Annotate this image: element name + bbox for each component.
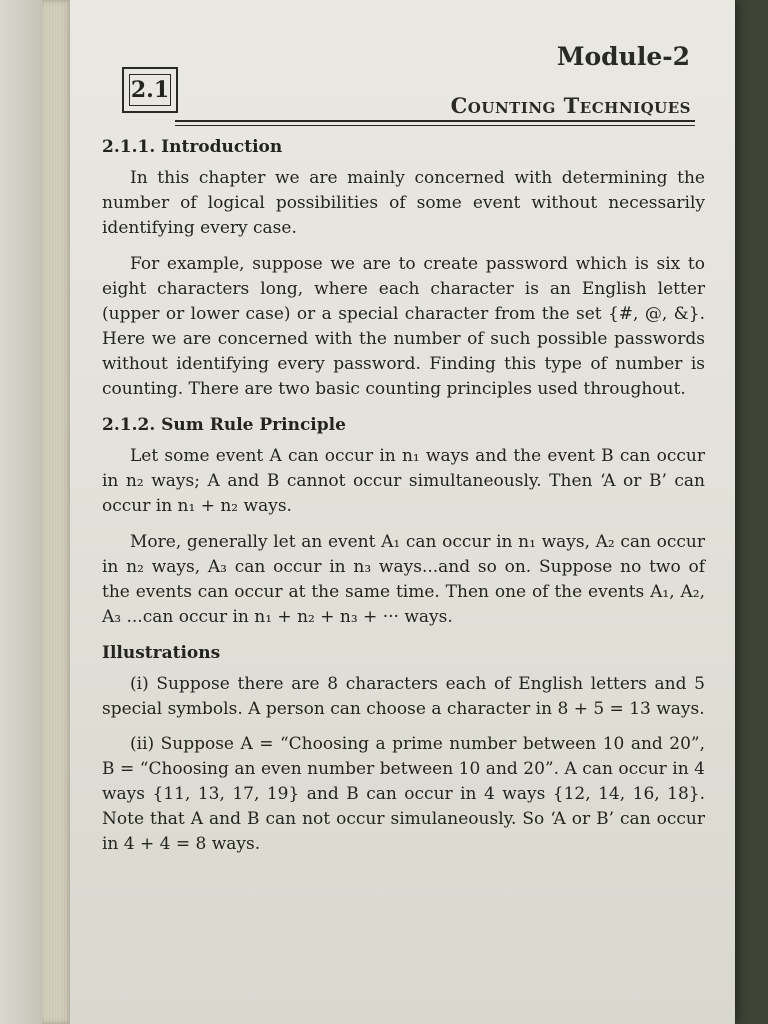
intro-heading: 2.1.1. Introduction: [102, 137, 283, 157]
sum-rule-paragraph-1: Let some event A can occur in n₁ ways and the event B can occur in n₂ ways; A and B cannot occur simultaneously. Then ‘A or B’ can occur in n₁ + n₂ ways.: [102, 446, 705, 516]
intro-paragraph-1: In this chapter we are mainly concerned with determining the number of logical possibilities of some event without necessarily identifying every case.: [102, 168, 705, 238]
section-number: 2.1: [129, 74, 171, 106]
illustration-1: (i) Suppose there are 8 characters each of English letters and 5 special symbols. A person can choose a character in 8 + 5 = 13 ways.: [102, 674, 705, 719]
book-page: [70, 0, 735, 1024]
section-number-box: [122, 67, 178, 113]
sum-rule-paragraph-2: More, generally let an event A₁ can occur in n₁ ways, A₂ can occur in n₂ ways, A₃ can occur in n₃ ways...and so on. Suppose no two of the events can occur at the same time. Then one of the events A₁, A₂, A₃ ...can occur in n₁ + n₂ + n₃ + ··· ways.: [102, 532, 705, 627]
title-rule: [175, 120, 695, 122]
title-rule-thin: [175, 125, 695, 126]
page-content: [102, 135, 705, 867]
illustrations-heading: Illustrations: [102, 643, 221, 663]
chapter-title: Counting Techniques: [450, 93, 691, 118]
module-label: Module-2: [556, 42, 690, 71]
sum-rule-heading: 2.1.2. Sum Rule Principle: [102, 415, 346, 435]
illustration-2: (ii) Suppose A = “Choosing a prime number between 10 and 20”, B = “Choosing an even number between 10 and 20”. A can occur in 4 ways {11, 13, 17, 19} and B can occur in 4 ways {12, 14, 16, 18}. Note that A and B can not occur simulaneously. So ‘A or B’ can occur in 4 + 4 = 8 ways.: [102, 734, 705, 854]
intro-paragraph-2: For example, suppose we are to create password which is six to eight characters long, where each character is an English letter (upper or lower case) or a special character from the set {#, @, &}. Here we are concerned with the number of such possible passwords without identifying every password. Finding this type of number is counting. There are two basic counting principles used throughout.: [102, 254, 705, 399]
